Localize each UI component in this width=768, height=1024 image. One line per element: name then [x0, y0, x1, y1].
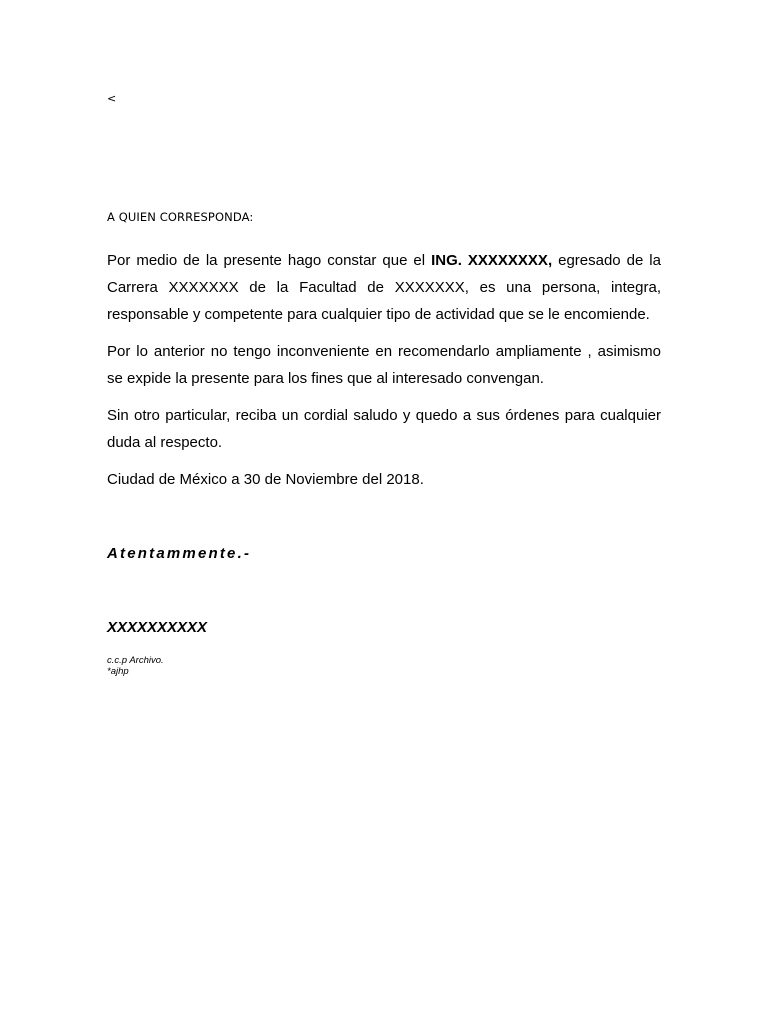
closing-line: Atentammente.-: [107, 545, 252, 562]
paragraph-certification-start: Por medio de la presente hago constar que el: [107, 252, 432, 269]
stray-marker: <: [107, 92, 117, 105]
engineer-name: ING. XXXXXXXX,: [431, 252, 553, 269]
paragraph-recommendation: Por lo anterior no tengo inconveniente en recomendarlo ampliamente , asimismo se expide la presente para los fines que al interesado convengan.: [107, 343, 661, 387]
initials-line: *ajhp: [107, 666, 129, 677]
signature-name: XXXXXXXXXX: [107, 619, 208, 636]
paragraph-certification: [107, 247, 661, 328]
paragraph-farewell: Sin otro particular, reciba un cordial saludo y quedo a sus órdenes para cualquier duda al respecto.: [107, 407, 661, 451]
date-line: Ciudad de México a 30 de Noviembre del 2018.: [107, 471, 424, 488]
cc-line: c.c.p Archivo.: [107, 655, 164, 666]
salutation: A QUIEN CORRESPONDA:: [107, 210, 254, 224]
paragraph-certification-end: egresado de la Carrera XXXXXXX de la Facultad de XXXXXXX, es una persona, integra, responsable y competente para cualquier tipo de actividad que se le encomiende.: [107, 252, 661, 323]
